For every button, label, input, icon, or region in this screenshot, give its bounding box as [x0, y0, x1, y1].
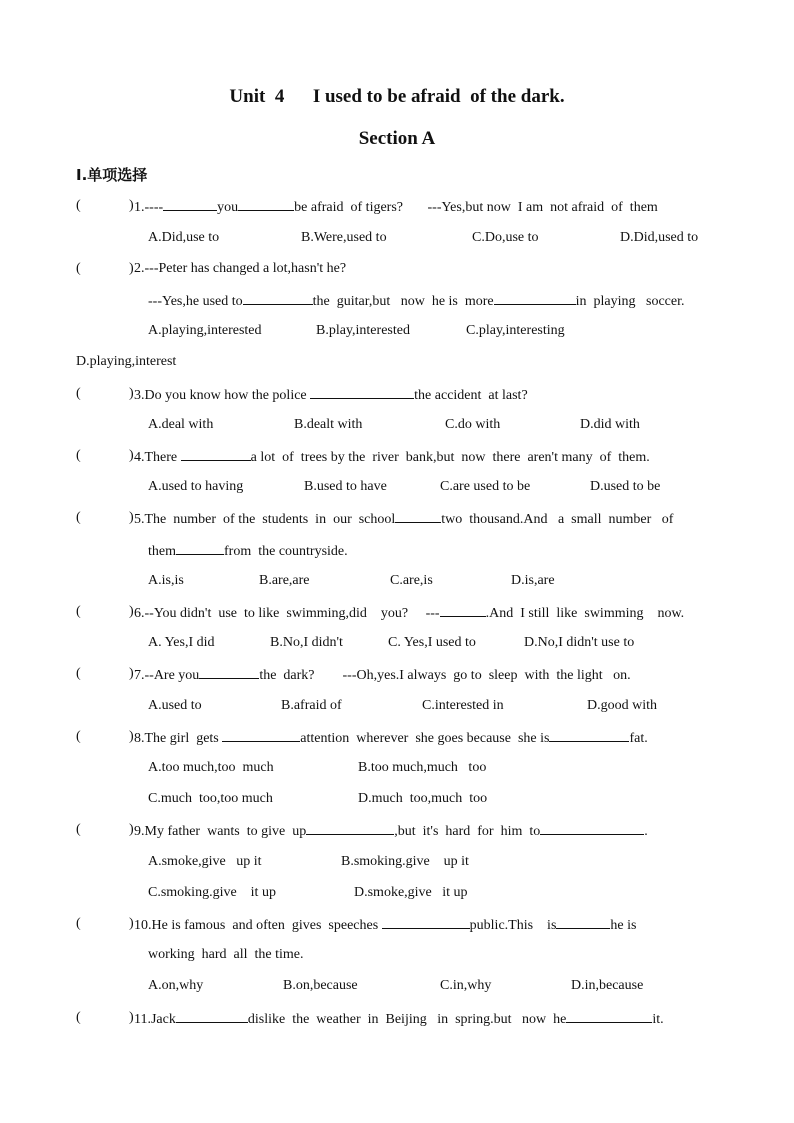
answer-blank[interactable] — [163, 198, 217, 211]
worksheet-page: Unit 4 I used to be afraid of the dark. Section A I.单项选择 ( ) 1.---- you be afraid of tigers? ---Yes,but now I am not afraid of them A.Did,use to B.Were,used to C.Do,use to D.Did,used to ( ) 2.---Peter has changed a lot,hasn't he? ---Yes,he used to the guitar,but now he is more in playing soccer. A.playing,interested B.play,interested C.play,interesting D.playing,interest ( ) 3.Do you know how the police the accident at last? A.deal with B.dealt with C.do with D.did with ( ) 4.There a lot of trees by the river bank,but now there aren't many of them. A.used to having B.used to have C.are used to be D.used to be ( ) 5.The number of the students in our school two thousand.And a small number of them from the countryside. A.is,is B.are,are C.are,is D.is,are ( ) 6.--You didn't use to like swimming,did you? --- .And I still like swimming now. A. Yes,I did B.No,I didn't C. Yes,I used to D.No,I didn't use to ( ) 7.--Are you the dark? ---Oh,yes.I always go to sleep with the light on. A.used to B.afraid of C.interested in D.good with ( ) 8.The girl gets attention wherever she goes because she is fat. A.too much,too much B.too much,much too C.much too,too much D.much too,much too ( ) 9.My father wants to give up ,but it's hard for him to . A.smoke,give up it B.smoking.give up it C.smoking.give it up D.smoke,give it up ( ) 10.He is famous and often gives speeches public.This is he is working hard all the time. A.on,why B.on,because C.in,why D.in,because ( ) 11.Jack dislike the weather in Beijing in spring.but now he it. — [0, 0, 794, 1123]
answer-blank[interactable] — [440, 604, 486, 617]
option-c: C.do with — [445, 417, 501, 432]
option-c: C.Do,use to — [472, 230, 539, 245]
answer-blank[interactable] — [556, 916, 610, 929]
option-b: B.afraid of — [281, 698, 342, 713]
option-c: C.play,interesting — [466, 323, 565, 338]
option-d: D.in,because — [571, 978, 644, 993]
answer-blank[interactable] — [199, 666, 259, 679]
option-c: C.are used to be — [440, 479, 531, 494]
option-a: A. Yes,I did — [148, 635, 215, 650]
option-a: A.playing,interested — [148, 323, 262, 338]
option-a: A.is,is — [148, 573, 184, 588]
option-d: D.smoke,give it up — [354, 885, 468, 900]
answer-blank[interactable] — [238, 198, 294, 211]
option-a: A.used to — [148, 698, 202, 713]
option-c: C.in,why — [440, 978, 492, 993]
option-c: C.smoking.give it up — [148, 885, 276, 900]
option-b: B.smoking.give up it — [341, 854, 469, 869]
option-c: C.much too,too much — [148, 791, 273, 806]
option-d: D.used to be — [590, 479, 661, 494]
option-b: B.are,are — [259, 573, 310, 588]
answer-blank[interactable] — [243, 292, 313, 305]
answer-blank[interactable] — [176, 542, 224, 555]
answer-blank[interactable] — [395, 510, 441, 523]
answer-blank[interactable] — [540, 822, 644, 835]
option-c: C.interested in — [422, 698, 504, 713]
option-b: B.on,because — [283, 978, 358, 993]
answer-blank[interactable] — [222, 729, 300, 742]
option-b: B.dealt with — [294, 417, 363, 432]
section-title: Section A — [358, 128, 436, 149]
answer-blank[interactable] — [306, 822, 394, 835]
option-a: A.on,why — [148, 978, 204, 993]
option-d: D.much too,much too — [358, 791, 488, 806]
answer-blank[interactable] — [310, 386, 414, 399]
option-a: A.smoke,give up it — [148, 854, 262, 869]
answer-blank[interactable] — [494, 292, 576, 305]
option-a: A.Did,use to — [148, 230, 220, 245]
option-a: A.deal with — [148, 417, 214, 432]
answer-blank[interactable] — [566, 1010, 652, 1023]
answer-blank[interactable] — [382, 916, 470, 929]
option-b: B.play,interested — [316, 323, 410, 338]
option-b: B.used to have — [304, 479, 387, 494]
unit-title: Unit 4 I used to be afraid of the dark. — [229, 86, 565, 107]
option-a: A.used to having — [148, 479, 244, 494]
option-c: C.are,is — [390, 573, 433, 588]
answer-blank[interactable] — [176, 1010, 248, 1023]
option-d: D.Did,used to — [620, 230, 699, 245]
option-c: C. Yes,I used to — [388, 635, 476, 650]
option-b: B.No,I didn't — [270, 635, 343, 650]
option-b: B.Were,used to — [301, 230, 387, 245]
section-label: I.单项选择 — [76, 166, 148, 184]
option-d: D.did with — [580, 417, 640, 432]
option-d: D.good with — [587, 698, 657, 713]
option-d: D.is,are — [511, 573, 555, 588]
option-d: D.playing,interest — [76, 354, 177, 369]
answer-blank[interactable] — [181, 448, 251, 461]
answer-blank[interactable] — [549, 729, 629, 742]
option-d: D.No,I didn't use to — [524, 635, 635, 650]
option-a: A.too much,too much — [148, 760, 274, 775]
option-b: B.too much,much too — [358, 760, 487, 775]
